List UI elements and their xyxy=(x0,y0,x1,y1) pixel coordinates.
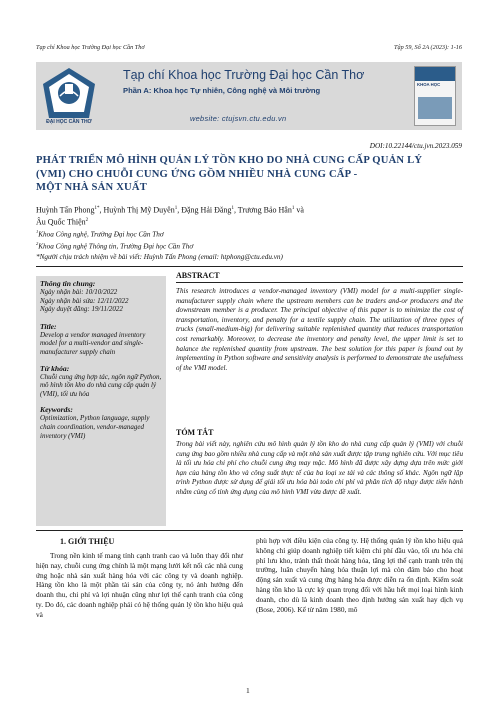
intro-column-1: Trong nền kinh tế mang tính cạnh tranh cao và luôn thay đổi như hiện nay, chuỗi cung ứng chính là một mạng lưới kết nối các nhà cung ứng hoặc nhà sản xuất hàng hóa với các công ty và doanh nghiệp. Hàng tồn kho là một phần tài sản của công ty, nó ảnh hưởng đến doanh thu, chi phí và lợi nhuận cũng như lợi thế cạnh tranh của công ty. Do đó, các doanh nghiệp phải có hệ thống quản lý tồn kho hiệu quả và xyxy=(36,551,243,619)
doi[interactable]: DOI:10.22144/ctu.jvn.2023.059 xyxy=(369,142,462,150)
article-info xyxy=(40,279,164,440)
journal-section: Phần A: Khoa học Tự nhiên, Công nghệ và Môi trường xyxy=(123,86,321,95)
title-line: MỘT NHÀ SẢN XUẤT xyxy=(36,182,148,193)
title-line: (VMI) CHO CHUỖI CUNG ỨNG GỒM NHIỀU NHÀ CUNG CẤP - xyxy=(36,168,358,180)
logo-text: ĐẠI HỌC CẦN THƠ xyxy=(46,119,92,125)
info-heading: Thông tin chung: xyxy=(40,279,96,288)
journal-cover-thumbnail xyxy=(414,66,456,126)
page-number: 1 xyxy=(246,686,250,695)
affiliation-2: $^2$Khoa Công nghệ Thông tin, Trường Đại học Cần Thơ xyxy=(36,241,194,251)
paper-title xyxy=(36,154,456,195)
journal-name: Tạp chí Khoa học Trường Đại học Cần Thơ xyxy=(123,68,365,82)
tomtat-text: Trong bài viết này, nghiên cứu mô hình quản lý tồn kho do nhà cung cấp quản lý (VMI) với chuỗi cung ứng bao gồm nhiều nhà cung cấp và một nhà sản xuất được tập trung nghiên cứu. Với mục tiêu là tối ưu hóa chi phí cho chuỗi cung ứng may mặc. Mô hình đã được xây dựng dựa trên mức giới hạn của hàng tồn kho và công suất thực tế của ba loại xe tải và các thông số khác. Ngôn ngữ lập trình Python được sử dụng để giải tối ưu hóa bài toán chi phí và phân tích độ nhạy được tiến hành nhằm củng cố tính ứng dụng của mô hình VMI vừa được đề xuất. xyxy=(176,440,463,496)
running-header-volume: Tập 59, Số 2A (2023): 1-16 xyxy=(394,44,462,51)
abstract-text: This research introduces a vendor-managed inventory (VMI) model for a multi-supplier single-manufacturer supply chain where the upstream members can be traders and-or producers and the downstream member is a producer. The principal objective of this paper is to minimize the cost of transportation, inventory, and penalty for a textile supply chain. The utilization of three types of trucks (small-medium-big) for delivering suitable replenished quantity that reduces transportation cost remarkably. Moreover, to decrease the inventory and penalty level, the upper limit is set to balance the replenished quantity from upstream. The best solution for this paper is found out by implementing in Python software and sensitivity analysis is performed to demonstrate the usefulness of the VMI model. xyxy=(176,287,463,372)
divider xyxy=(36,530,463,531)
running-header-journal: Tạp chí Khoa học Trường Đại học Cần Thơ xyxy=(36,44,145,51)
university-logo xyxy=(40,66,98,126)
tomtat-heading: TÓM TẮT xyxy=(176,428,214,437)
keywords-en: Optimization, Python language, supply chain coordination, vendor-managed inventory (VMI) xyxy=(40,414,150,440)
thumbnail-label: KHOA HỌC xyxy=(417,82,441,87)
accepted-date: Ngày duyệt đăng: 19/11/2022 xyxy=(40,305,123,314)
author-list: Huỳnh Tấn Phong$^{1*}$, Huỳnh Thị Mỹ Duyên$^1$, Đặng Hải Đăng$^1$, Trương Bảo Hân$^1$ và Âu Quốc Thiện$^2$ xyxy=(36,205,304,227)
abstract-rule xyxy=(176,282,463,283)
abstract-heading: ABSTRACT xyxy=(176,271,220,280)
intro-column-2: phù hợp với điều kiện của công ty. Hệ thống quản lý tồn kho hiệu quả không chỉ giúp doanh nghiệp tiết kiệm chi phí đầu vào, tối ưu hóa chi phí lưu kho, tránh thất thoát hàng hóa, tăng lợi thế cạnh tranh trên thị trường, luân chuyển hàng hóa thuận lợi mà còn đảm bảo cho hoạt động sản xuất và cung ứng hàng hóa được diễn ra ổn định. Kiểm soát hàng tồn kho là cực kỳ quan trọng đối với hầu hết mọi loại hình kinh doanh, cho dù là kinh doanh theo định hướng sản xuất hay dịch vụ (Bose, 2006). Kể từ năm 1980, mô xyxy=(256,536,463,614)
english-title: Develop a vendor managed inventory model for a multi-vendor and single-manufacturer supply chain xyxy=(40,330,146,356)
revised-date: Ngày nhận bài sửa: 12/11/2022 xyxy=(40,296,129,305)
section-heading-introduction: 1. GIỚI THIỆU xyxy=(60,537,115,546)
received-date: Ngày nhận bài: 10/10/2022 xyxy=(40,288,118,296)
title-line: PHÁT TRIỂN MÔ HÌNH QUẢN LÝ TỒN KHO DO NHÀ CUNG CẤP QUẢN LÝ xyxy=(36,155,423,166)
divider xyxy=(36,266,463,267)
affiliation-1: $^1$Khoa Công nghệ, Trường Đại học Cần Thơ xyxy=(36,229,164,239)
journal-website: website: ctujsvn.ctu.edu.vn xyxy=(190,114,287,123)
keywords-vi-heading: Từ khóa: xyxy=(40,363,70,373)
corresponding-author: *Người chịu trách nhiệm về bài viết: Huỳnh Tấn Phong (email: htphong@ctu.edu.vn) xyxy=(36,253,283,261)
keywords-vi: Chuỗi cung ứng hợp tác, ngôn ngữ Python, mô hình tồn kho do nhà cung cấp quản lý (VMI), tối ưu hóa xyxy=(40,372,162,398)
title-heading: Title: xyxy=(40,321,57,331)
keywords-en-heading: Keywords: xyxy=(40,405,73,415)
